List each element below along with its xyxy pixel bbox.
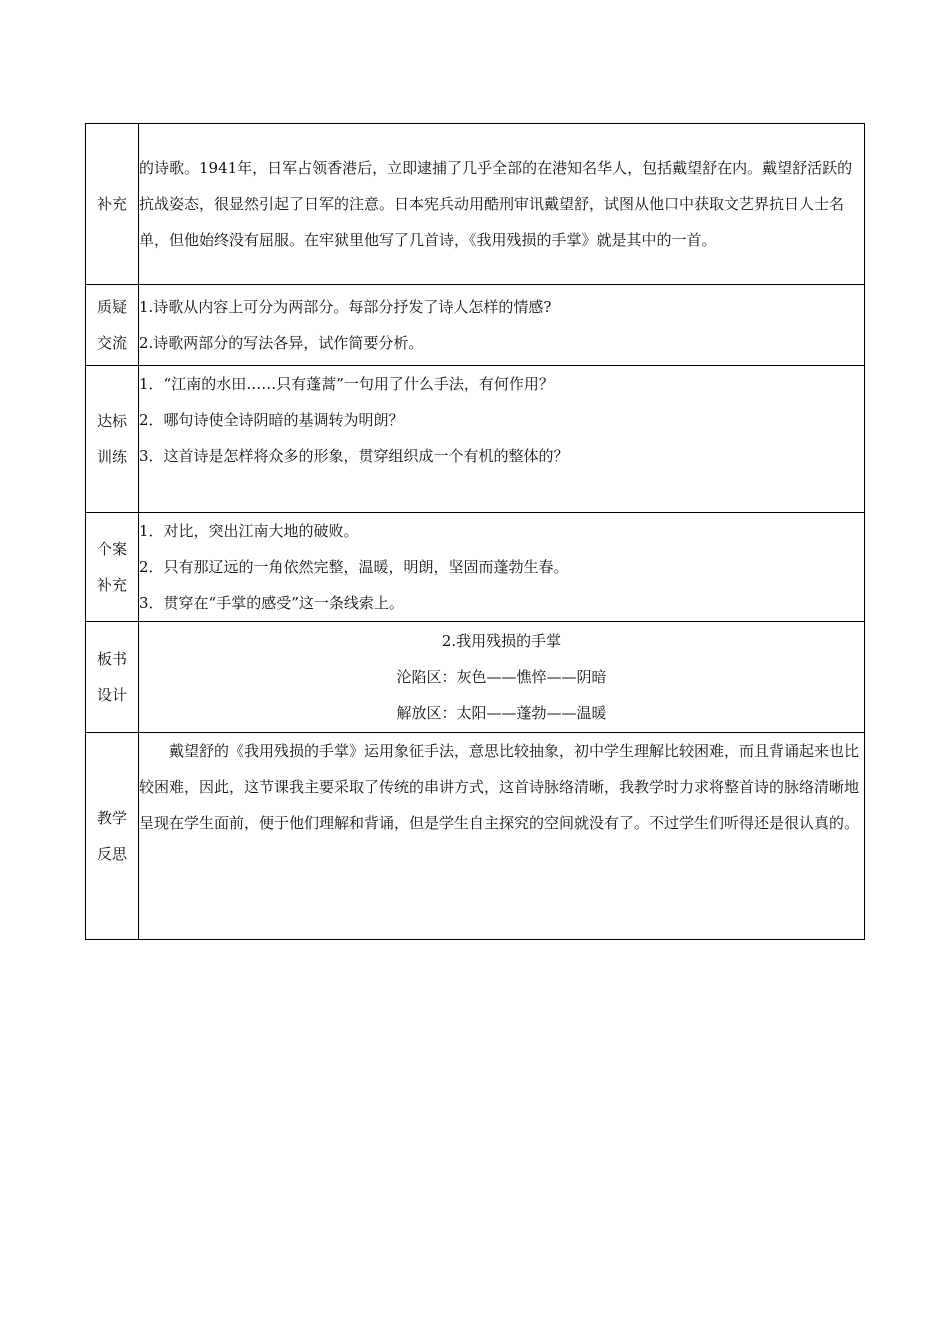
practice-item: 1．“江南的水田……只有蓬蒿”一句用了什么手法，有何作用？ [139,375,554,393]
board-content [139,622,865,733]
row-teaching-reflection [86,733,865,940]
label-line: 反思 [96,845,127,863]
case-content [139,513,865,622]
reflection-text: 戴望舒的《我用残损的手掌》运用象征手法，意思比较抽象，初中学生理解比较困难，而且背诵起来也比较困难，因此，这节课我主要采取了传统的串讲方式，这首诗脉络清晰，我教学时力求将整首诗的脉络清晰地呈现在学生面前，便于他们理解和背诵，但是学生自主探究的空间就没有了。不过学生们听得还是很认真的。 [139,742,860,832]
practice-item: 2．哪句诗使全诗阴暗的基调转为明朗？ [139,411,404,429]
row-label-case [86,513,139,622]
label-line: 教学 [96,809,127,827]
label-line: 交流 [96,334,127,352]
label-line: 补充 [96,576,127,594]
row-supplement [86,124,865,285]
lesson-plan-table [85,123,865,940]
row-case-supplement [86,513,865,622]
board-line: 沦陷区：灰色——憔悴——阴暗 [396,668,607,686]
reflection-content [139,733,865,940]
label-line: 质疑 [96,298,127,316]
practice-content [139,366,865,513]
case-item: 1．对比，突出江南大地的破败。 [139,522,359,540]
question-item: 2.诗歌两部分的写法各异，试作简要分析。 [139,334,424,352]
question-item: 1.诗歌从内容上可分为两部分。每部分抒发了诗人怎样的情感? [139,298,552,316]
questions-content [139,285,865,366]
board-line: 解放区：太阳——蓬勃——温暖 [396,704,607,722]
label-line: 个案 [96,540,127,558]
practice-item: 3．这首诗是怎样将众多的形象，贯穿组织成一个有机的整体的？ [139,447,569,465]
label-line: 补充 [96,195,127,213]
label-line: 设计 [96,686,127,704]
case-item: 3．贯穿在“手掌的感受”这一条线索上。 [139,594,404,612]
row-label-reflection [86,733,139,940]
row-label-board [86,622,139,733]
row-label-practice [86,366,139,513]
case-item: 2．只有那辽远的一角依然完整，温暖，明朗，坚固而蓬勃生春。 [139,558,569,576]
board-title: 2.我用残损的手掌 [441,632,562,650]
label-line: 训练 [96,448,127,466]
label-line: 达标 [96,412,127,430]
row-practice [86,366,865,513]
supplement-content [139,124,865,285]
label-line: 板书 [96,650,127,668]
row-label-questions [86,285,139,366]
row-board-design [86,622,865,733]
supplement-text: 的诗歌。1941年，日军占领香港后，立即逮捕了几乎全部的在港知名华人，包括戴望舒在内。戴望舒活跃的抗战姿态，很显然引起了日军的注意。日本宪兵动用酷刑审讯戴望舒，试图从他口中获取文艺界抗日人士名单，但他始终没有屈服。在牢狱里他写了几首诗，《我用残损的手掌》就是其中的一首。 [139,159,853,249]
row-questions-discussion [86,285,865,366]
row-label-supplement [86,124,139,285]
